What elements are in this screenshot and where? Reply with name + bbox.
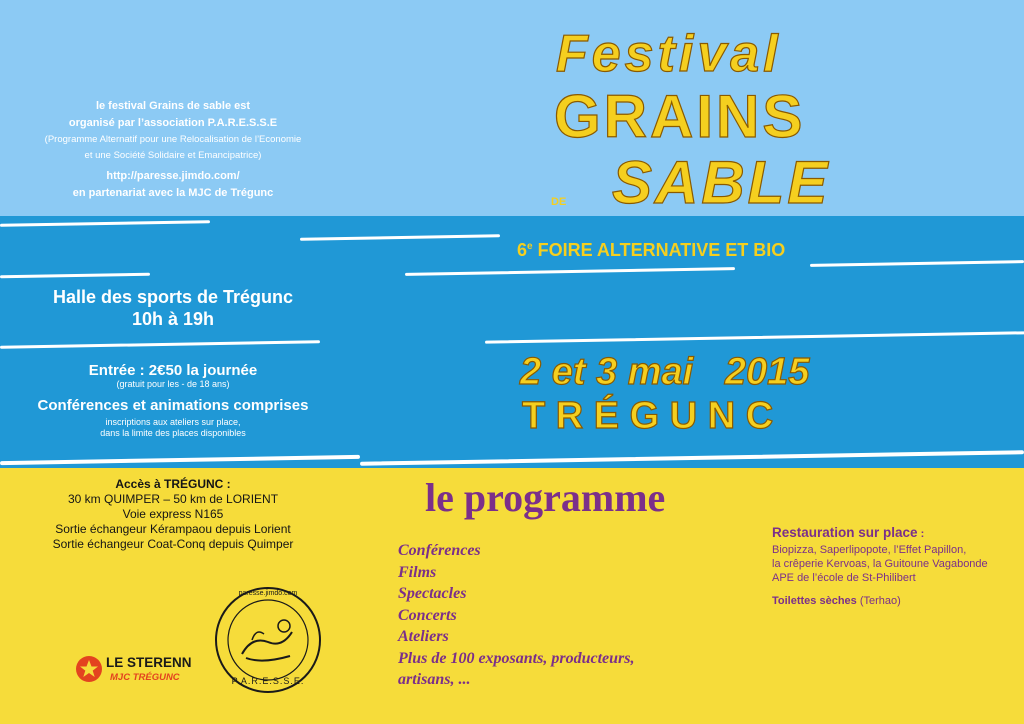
access-line: Voie express N165 (122, 507, 224, 521)
dates-when: 2 et 3 mai 2015 (520, 351, 810, 393)
programme-item: artisans, ... (398, 671, 471, 688)
programme-item: Plus de 100 exposants, producteurs, (398, 649, 635, 667)
title-de: DE (551, 196, 567, 208)
title-sable: SABLE (612, 149, 831, 216)
paresse-name: P.A.R.E.S.S.E. (231, 676, 305, 686)
title-festival: Festival (556, 25, 782, 83)
access-line: 30 km QUIMPER – 50 km de LORIENT (67, 492, 279, 506)
paresse-url: paresse.jimdo.com (238, 590, 298, 597)
food-line: Biopizza, Saperlipopote, l’Effet Papillon, (772, 544, 967, 556)
entry-price: Entrée : 2€50 la journée (88, 362, 258, 379)
organizer-acronym-line: et une Société Solidaire et Emancipatrice) (84, 150, 262, 161)
entry-included: Conférences et animations comprises (37, 397, 309, 414)
venue-hours: 10h à 19h (131, 309, 215, 329)
edition-line (517, 240, 785, 261)
organizer-partner: en partenariat avec la MJC de Trégunc (72, 187, 274, 199)
food-block (772, 524, 1024, 608)
sterenn-sub: MJC TRÉGUNC (110, 672, 180, 683)
venue-block (0, 286, 346, 330)
programme-heading: le programme (425, 475, 666, 520)
programme-item: Films (398, 563, 437, 581)
access-title: Accès à TRÉGUNC : (115, 477, 231, 491)
access-line: Sortie échangeur Kérampaou depuis Lorient (55, 522, 291, 536)
access-block (0, 477, 346, 552)
edition-sup: e (527, 241, 533, 252)
toilets-line (772, 594, 1024, 608)
food-title: Restauration sur place (772, 525, 918, 540)
programme-item: Ateliers (398, 628, 449, 645)
sterenn-name: LE STERENN (106, 655, 192, 670)
food-line: APE de l’école de St-Philibert (772, 572, 916, 584)
edition-number: 6 (517, 240, 528, 260)
food-title-colon: : (917, 528, 925, 540)
toilets-rest: (Terhao) (856, 595, 901, 607)
organizer-block (0, 98, 346, 202)
title-grains: GRAINS (554, 83, 806, 150)
toilets-bold: Toilettes sèches (772, 595, 857, 607)
organizer-url-link[interactable]: http://paresse.jimdo.com/ (106, 170, 240, 182)
food-title-line (772, 524, 1024, 543)
entry-block (0, 362, 346, 439)
programme-item: Concerts (398, 606, 457, 624)
star-icon (76, 656, 102, 682)
programme-item: Conférences (398, 542, 481, 559)
food-line: la crêperie Kervoas, la Guitoune Vagabonde (772, 558, 988, 570)
organizer-acronym-line: (Programme Alternatif pour une Relocalisation de l’Economie (44, 134, 302, 145)
dates-where: T R É G U N C (522, 395, 774, 437)
entry-note: inscriptions aux ateliers sur place, (105, 417, 241, 427)
sterenn-logo (76, 652, 196, 690)
programme-item: Spectacles (398, 585, 467, 602)
organizer-line: organisé par l’association P.A.R.E.S.S.E (68, 117, 278, 129)
paresse-logo (212, 584, 324, 696)
programme-list (398, 540, 758, 691)
entry-note: dans la limite des places disponibles (100, 428, 246, 438)
organizer-line: le festival Grains de sable est (95, 100, 251, 112)
edition-text: FOIRE ALTERNATIVE ET BIO (532, 240, 786, 260)
venue-name: Halle des sports de Trégunc (52, 287, 294, 307)
access-line: Sortie échangeur Coat-Conq depuis Quimper (52, 537, 294, 551)
entry-free: (gratuit pour les - de 18 ans) (116, 379, 230, 389)
